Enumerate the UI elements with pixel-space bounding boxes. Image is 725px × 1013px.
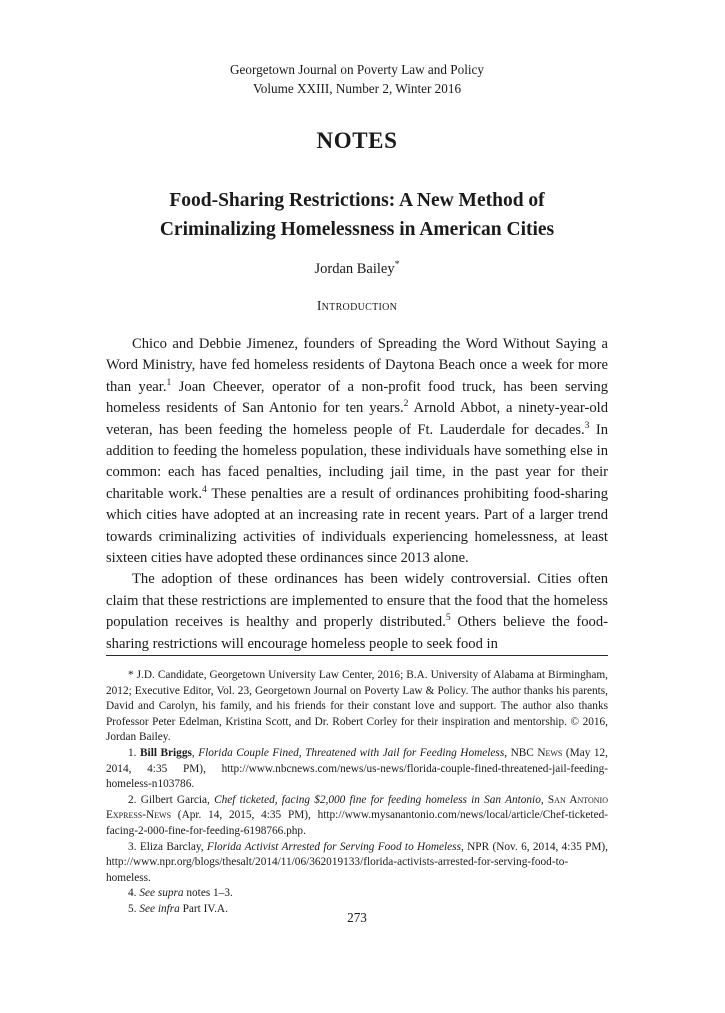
- p2-segment-1: The adoption of these ordinances has been widely controversial. Cities often claim that these restrictions are implemented to ensure that the food that the homeless population receives is healthy and properly distributed.: [106, 571, 608, 631]
- article-title-line-1: Food-Sharing Restrictions: A New Method of: [169, 190, 545, 211]
- footnote-2-rest: (Apr. 14, 2015, 4:35 PM), http://www.mysanantonio.com/news/local/article/Chef-ticketed-facing-2-000-fine-for-feeding-6198766.php.: [106, 809, 608, 837]
- footnote-1-title: Florida Couple Fined, Threatened with Jail for Feeding Homeless: [198, 746, 505, 759]
- footnote-2: 2. Gilbert Garcia, Chef ticketed, facing $2,000 fine for feeding homeless in San Antonio, San Antonio Express-News (Apr. 14, 2015, 4:35 PM), http://www.mysanantonio.com/news/local/article/Chef-ticketed-facing-2-000-fine-for-feeding-6198766.php.: [106, 793, 608, 837]
- article-title-line-2: Criminalizing Homelessness in American Cities: [159, 219, 555, 240]
- paragraph-2: [106, 569, 608, 655]
- footnote-1-rest: (May 12, 2014, 4:35 PM), http://www.nbcnews.com/news/us-news/florida-couple-fined-threatened-jail-feeding-homeless-n103786.: [106, 746, 608, 791]
- footnote-3-marker: 3.: [128, 840, 137, 853]
- footnote-1-marker: 1.: [128, 746, 137, 759]
- journal-name: Georgetown Journal on Poverty Law and Policy: [230, 62, 484, 77]
- footnotes-block: [106, 668, 608, 918]
- p1-segment-5: These penalties are a result of ordinances prohibiting food-sharing which cities have adopted at an increasing rate in recent years. Part of a larger trend towards criminalizing activities of individuals experiencing homelessness, at least sixteen cities have adopted these ordinances since 2013 alone.: [106, 485, 608, 567]
- footnote-star: [106, 668, 608, 746]
- author-name: Jordan Bailey: [314, 261, 395, 277]
- footnote-separator-rule: [106, 655, 608, 656]
- footnote-ref-2[interactable]: 2: [403, 398, 409, 410]
- footnote-ref-4[interactable]: 4: [201, 483, 207, 495]
- article-title: [106, 186, 608, 244]
- paragraph-1: [106, 334, 608, 569]
- footnote-star-marker: *: [128, 669, 134, 681]
- footnote-4: [106, 886, 608, 902]
- footnote-3-author: Eliza Barclay: [139, 840, 201, 853]
- footnote-5-marker: 5.: [128, 902, 137, 915]
- footnote-1: 1. Bill Briggs, Florida Couple Fined, Threatened with Jail for Feeding Homeless, NBC News (May 12, 2014, 4:35 PM), http://www.nbcnews.com/news/us-news/florida-couple-fined-threatened-jail-feeding-homeless-n103786.: [106, 746, 608, 791]
- footnote-1-source: NBC News: [510, 746, 563, 759]
- body-text: [106, 334, 608, 655]
- footnote-ref-5[interactable]: 5: [445, 612, 451, 624]
- footnote-1-author: Bill Briggs: [140, 746, 192, 759]
- section-heading-introduction: Introduction: [316, 298, 398, 313]
- footnote-5-rest: Part IV.A.: [179, 902, 228, 915]
- footnote-ref-3[interactable]: 3: [584, 419, 590, 431]
- author-footnote-marker: *: [394, 259, 400, 271]
- footnote-3-source: NPR: [467, 840, 490, 853]
- footnote-2-author: Gilbert Garcia: [140, 793, 208, 806]
- footnote-4-rest: notes 1–3.: [183, 887, 233, 900]
- footnote-2-title: Chef ticketed, facing $2,000 fine for feeding homeless in San Antonio: [214, 793, 541, 806]
- footnote-5-signal: See infra: [139, 902, 180, 915]
- p1-segment-3: Arnold Abbot, a ninety-year-old veteran, has been feeding the homeless people of Ft. Lauderdale for decades.: [106, 400, 608, 438]
- footnote-ref-1[interactable]: 1: [166, 376, 172, 388]
- author-byline: [106, 261, 608, 278]
- p1-segment-1: Chico and Debbie Jimenez, founders of Spreading the Word Without Saying a Word Ministry, have fed homeless residents of Daytona Beach once a week for more than year.: [106, 336, 608, 395]
- footnote-3: 3. Eliza Barclay, Florida Activist Arrested for Serving Food to Homeless, NPR (Nov. 6, 2014, 4:35 PM), http://www.npr.org/blogs/thesalt/2014/11/06/362019133/florida-activists-arrested-for-serving-food-to-homeless.: [106, 840, 608, 884]
- volume-issue: Volume XXIII, Number 2, Winter 2016: [252, 81, 462, 96]
- notes-heading: NOTES: [316, 128, 398, 153]
- footnote-2-source: San Antonio Express-News: [106, 793, 608, 822]
- p1-segment-4: In addition to feeding the homeless population, these individuals have something else in common: each has faced penalties, including jail time, in the past year for their charitable work.: [106, 421, 608, 502]
- footnote-star-text: J.D. Candidate, Georgetown University Law Center, 2016; B.A. University of Alabama at Birmingham, 2012; Executive Editor, Vol. 23, Georgetown Journal on Poverty Law & Policy. The author thanks his parents, David and Carolyn, his family, and his friends for their constant love and support. The author also thanks Professor Peter Edelman, Kristina Scott, and Dr. Robert Corley for their inspiration and mentorship. © 2016, Jordan Bailey.: [106, 669, 608, 744]
- p1-segment-2: Joan Cheever, operator of a non-profit food truck, has been serving homeless residents of San Antonio for ten years.: [106, 378, 609, 417]
- footnote-4-marker: 4.: [128, 887, 137, 900]
- page-number: 273: [347, 910, 367, 925]
- running-head: [106, 60, 608, 98]
- p2-segment-2: Others believe the food-sharing restrictions will encourage homeless people to seek food in: [106, 614, 609, 652]
- footnote-3-title: Florida Activist Arrested for Serving Food to Homeless: [206, 840, 461, 853]
- footnote-3-rest: (Nov. 6, 2014, 4:35 PM), http://www.npr.org/blogs/thesalt/2014/11/06/362019133/florida-activists-arrested-for-serving-food-to-homeless.: [106, 840, 608, 884]
- footnote-2-marker: 2.: [128, 793, 137, 806]
- footnote-4-signal: See supra: [139, 887, 184, 900]
